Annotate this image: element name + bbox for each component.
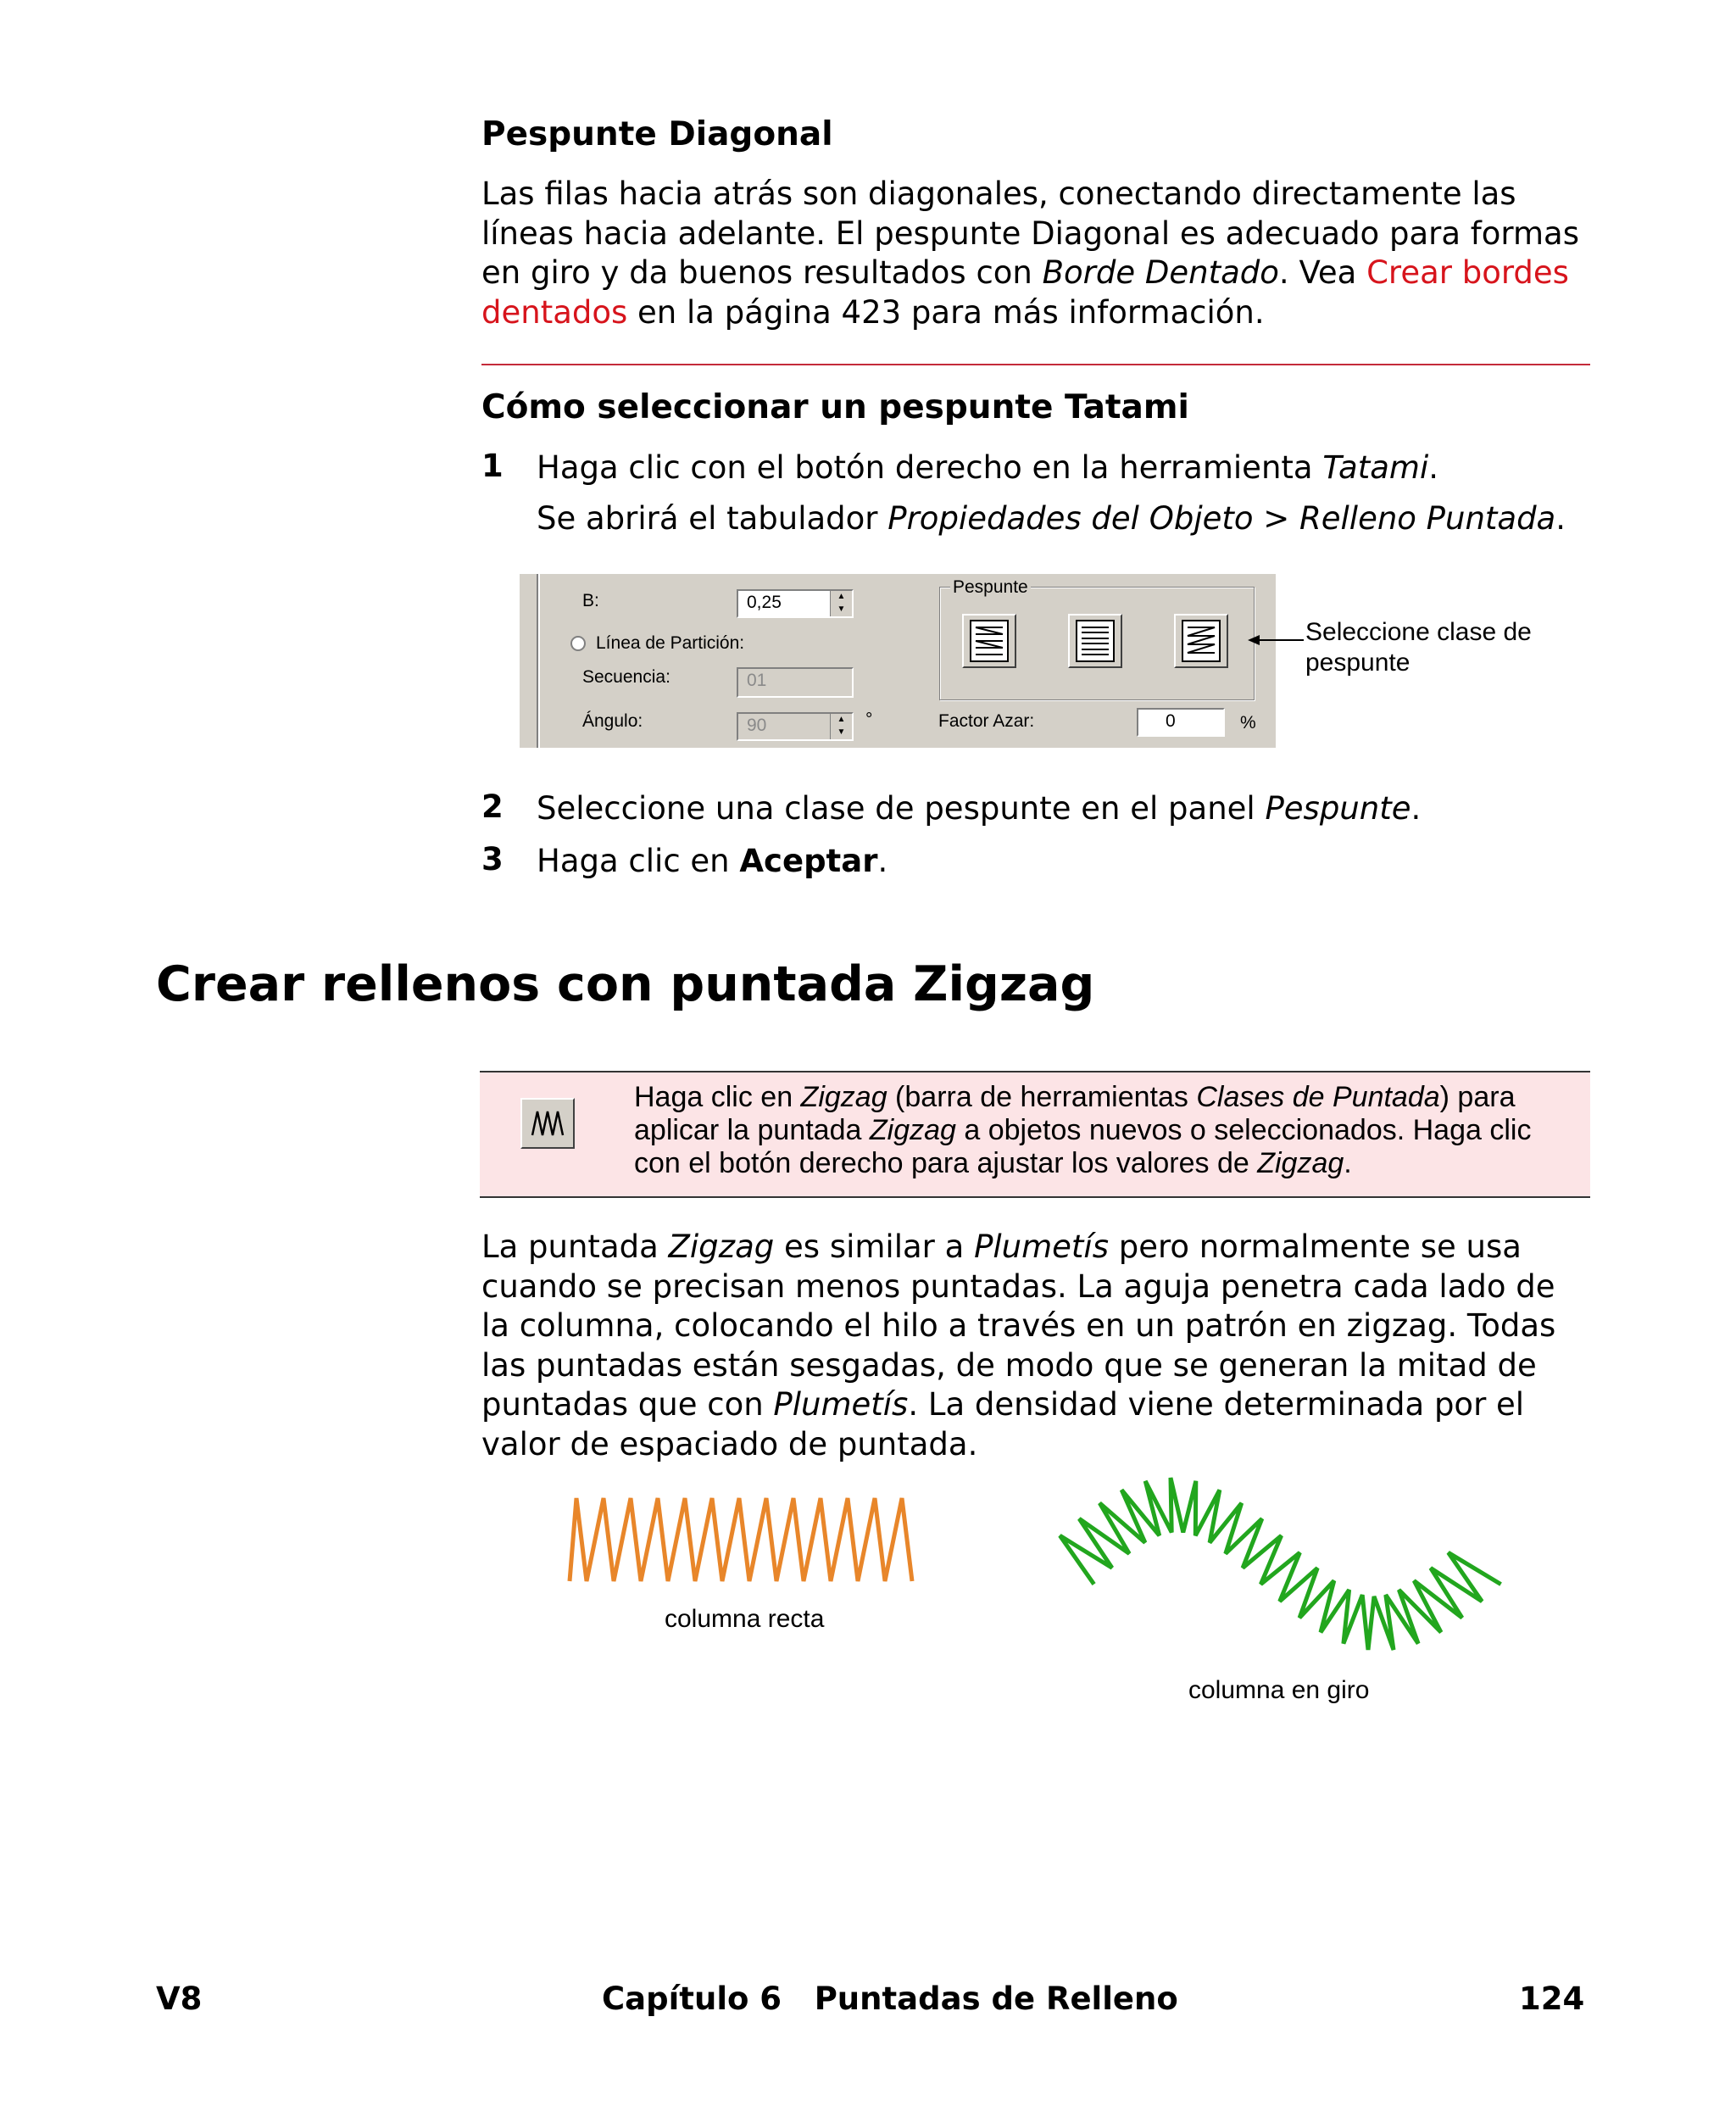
percent-symbol: % xyxy=(1240,713,1256,733)
step-text-part: Haga clic en xyxy=(537,843,740,879)
step-number: 2 xyxy=(481,788,504,825)
step-text-part: Se abrirá el tabulador xyxy=(537,500,888,537)
backstitch-standard-icon xyxy=(964,616,1015,666)
para-text: es similar a xyxy=(774,1228,975,1265)
partition-radio[interactable] xyxy=(570,636,586,651)
sequence-label: Secuencia: xyxy=(582,667,670,687)
para-text: Las filas hacia atrás son diagonales, conectando directamente las líneas hacia adelante. El pespunte Diagonal es adecuado para formas en giro y da buenos resultados con xyxy=(481,175,1579,291)
tip-text-part: Haga clic en xyxy=(634,1081,801,1113)
section-heading-diagonal: Pespunte Diagonal xyxy=(481,115,833,153)
para-emphasis: Plumetís xyxy=(773,1386,909,1423)
tip-emphasis: Zigzag xyxy=(1257,1147,1344,1179)
step-text-end: . xyxy=(1428,449,1439,486)
angle-label: Ángulo: xyxy=(582,711,643,731)
backstitch-diagonal-icon xyxy=(1176,616,1227,666)
b-value: 0,25 xyxy=(747,593,782,612)
step-result-text xyxy=(537,500,1566,537)
straight-column-illustration xyxy=(559,1488,932,1598)
caption-straight-column: columna recta xyxy=(665,1605,825,1633)
tip-emphasis: Zigzag xyxy=(869,1114,956,1146)
b-value-field[interactable] xyxy=(737,589,854,618)
b-label: B: xyxy=(582,591,599,610)
tip-emphasis: Clases de Puntada xyxy=(1196,1081,1440,1113)
footer-version: V8 xyxy=(156,1981,203,2017)
angle-value: 90 xyxy=(747,716,767,735)
step-text xyxy=(537,843,887,879)
step-emphasis: Pespunte xyxy=(1265,790,1411,827)
degree-symbol: ° xyxy=(865,710,873,729)
step-emphasis: Propiedades del Objeto > Relleno Puntada xyxy=(887,500,1556,537)
tip-text xyxy=(634,1081,1566,1180)
para-emphasis: Zigzag xyxy=(668,1228,775,1265)
object-properties-screenshot xyxy=(520,574,1276,748)
callout-text: Seleccione clase de pespunte xyxy=(1305,618,1532,677)
partition-label: Línea de Partición: xyxy=(596,633,745,653)
step-number: 3 xyxy=(481,841,504,877)
section-heading-tatami: Cómo seleccionar un pespunte Tatami xyxy=(481,388,1189,426)
link-crear-bordes-dentados[interactable]: Crear bordes dentados xyxy=(481,254,1569,331)
tip-text-part: . xyxy=(1344,1147,1352,1179)
panel-edge xyxy=(538,574,540,748)
stitch-type-button-2[interactable] xyxy=(1068,614,1122,668)
tip-text-part: ) para aplicar la puntada xyxy=(634,1081,1516,1146)
zigzag-tool-button[interactable] xyxy=(520,1098,575,1149)
step-text xyxy=(537,790,1421,827)
para-emphasis: Plumetís xyxy=(974,1228,1109,1265)
step-text-end: . xyxy=(1410,790,1422,827)
section-divider xyxy=(481,364,1590,365)
step-text-end: . xyxy=(877,843,888,879)
angle-field xyxy=(737,712,854,741)
para-emphasis: Borde Dentado xyxy=(1042,254,1279,291)
para-text: La puntada xyxy=(481,1228,669,1265)
tip-text-part: a objetos nuevos o seleccionados. Haga clic con el botón derecho para ajustar los valores de xyxy=(634,1114,1532,1179)
zigzag-paragraph xyxy=(481,1228,1592,1464)
para-text: pero normalmente se usa cuando se precisan menos puntadas. La aguja penetra cada lado de la columna, colocando el hilo a través en un patrón en zigzag. Todas las puntadas están sesgadas, de modo que se generan la mitad de puntadas que con xyxy=(481,1228,1556,1423)
sequence-value: 01 xyxy=(747,671,767,690)
backstitch-straight-icon xyxy=(1070,616,1121,666)
step-bold: Aceptar xyxy=(739,843,878,879)
para-text: en la página 423 para más información. xyxy=(627,293,1265,331)
turning-column-illustration xyxy=(1038,1458,1513,1670)
factor-label: Factor Azar: xyxy=(938,711,1035,731)
chapter-heading-zigzag: Crear rellenos con puntada Zigzag xyxy=(156,956,1095,1012)
para-text: . Vea xyxy=(1278,254,1367,291)
step-text-part: Seleccione una clase de pespunte en el panel xyxy=(537,790,1266,827)
diagonal-paragraph xyxy=(481,175,1592,332)
tip-text-part: (barra de herramientas xyxy=(887,1081,1197,1113)
footer-page-number: 124 xyxy=(1519,1981,1585,2017)
step-number: 1 xyxy=(481,448,504,484)
turning-zigzag-stitches xyxy=(1060,1478,1500,1650)
stitch-type-button-1[interactable] xyxy=(962,614,1016,668)
step-text-part: Haga clic con el botón derecho en la herramienta xyxy=(537,449,1323,486)
para-text: . La densidad viene determinada por el valor de espaciado de puntada. xyxy=(481,1386,1525,1462)
pespunte-group-label: Pespunte xyxy=(950,577,1031,598)
tip-box xyxy=(480,1071,1590,1198)
factor-field[interactable] xyxy=(1137,708,1225,737)
callout-arrow xyxy=(1246,632,1305,649)
footer-chapter: Capítulo 6 Puntadas de Relleno xyxy=(602,1981,1178,2017)
step-emphasis: Tatami xyxy=(1322,449,1429,486)
straight-zigzag-stitches xyxy=(570,1498,912,1581)
stitch-type-button-3[interactable] xyxy=(1174,614,1228,668)
caption-turning-column: columna en giro xyxy=(1188,1676,1370,1704)
spin-buttons: ▲ ▼ xyxy=(830,714,852,739)
step-text xyxy=(537,449,1438,486)
zigzag-icon xyxy=(522,1100,573,1147)
sequence-field xyxy=(737,667,854,698)
tip-emphasis: Zigzag xyxy=(800,1081,887,1113)
step-text-end: . xyxy=(1555,500,1566,537)
spin-buttons[interactable]: ▲ ▼ xyxy=(830,591,852,616)
factor-value: 0 xyxy=(1166,711,1176,731)
